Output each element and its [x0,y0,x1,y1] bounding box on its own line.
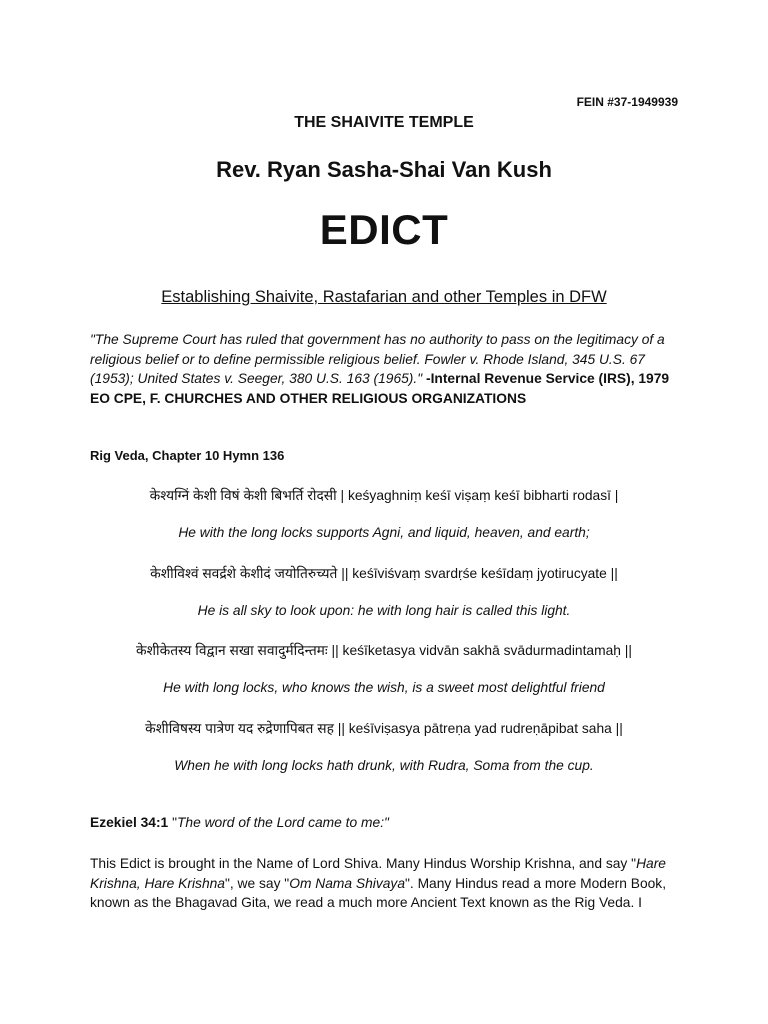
verse-original: केशीविषस्य पात्रेण यद रुद्रेणापिबत सह || keśīviṣasya pātreṇa yad rudreṇāpibat saha || [145,721,623,736]
verse-translation: He with long locks, who knows the wish, is a sweet most delightful friend [163,680,605,695]
verse-translation: When he with long locks hath drunk, with Rudra, Soma from the cup. [174,758,594,773]
body-text: ", we say " [224,875,290,891]
body-italic-text: Hare Krishna, Hare Krishna [90,856,666,891]
body-text: ". Many Hindus read a more Modern Book, known as the Bhagavad Gita, we read a much more Ancient Text known as the Rig Veda. I [90,875,667,910]
ezekiel-open-quote: " [168,815,177,830]
document-subtitle: Establishing Shaivite, Rastafarian and other Temples in DFW [161,288,607,306]
ezekiel-quote [90,815,389,830]
verse-translation: He with the long locks supports Agni, and liquid, heaven, and earth; [178,525,590,540]
body-paragraph [90,854,678,913]
body-italic-text: Om Nama Shivaya [289,875,405,891]
verse-translation: He is all sky to look upon: he with long hair is called this light. [197,603,571,618]
irs-quote [90,330,678,408]
document-page [90,0,678,1024]
verse-original: केशीविश्वं सवर्द्रशे केशीदं जयोतिरुच्यते || keśīviśvaṃ svardṛśe keśīdaṃ jyotirucyate || [150,566,618,581]
fein-number: FEIN #37-1949939 [576,95,678,109]
ezekiel-reference: Ezekiel 34:1 [90,815,169,830]
quote-source: -Internal Revenue Service (IRS), 1979 EO CPE, F. CHURCHES AND OTHER RELIGIOUS ORGANIZATIONS [90,371,670,406]
author-name: Rev. Ryan Sasha-Shai Van Kush [216,157,552,182]
document-title: EDICT [319,206,449,253]
quote-text: "The Supreme Court has ruled that government has no authority to pass on the legitimacy of a religious belief or to define permissible religious belief. Fowler v. Rhode Island, 345 U.S. 67 (1953); United States v. Seeger, 380 U.S. 163 (1965)." [90,332,665,386]
body-text: This Edict is brought in the Name of Lord Shiva. Many Hindus Worship Krishna, and say " [90,856,637,871]
verse-original: केश्यग्निं केशी विषं केशी बिभर्ति रोदसी | keśyaghniṃ keśī viṣaṃ keśī bibharti rodasī | [149,488,619,503]
verse-original: केशीकेतस्य विद्वान सखा सवादुर्मदिन्तमः || keśīketasya vidvān sakhā svādurmadintamaḥ || [136,643,632,658]
ezekiel-text: The word of the Lord came to me:" [176,815,389,830]
rig-veda-heading: Rig Veda, Chapter 10 Hymn 136 [90,448,285,463]
organization-name: THE SHAIVITE TEMPLE [294,114,474,131]
